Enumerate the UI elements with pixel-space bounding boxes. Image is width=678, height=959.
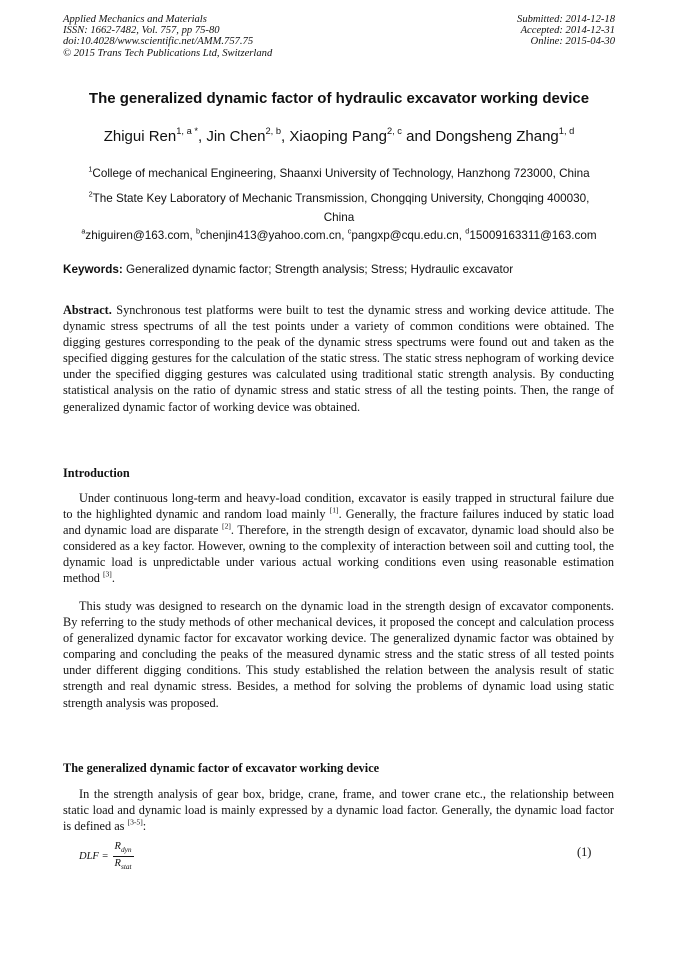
author-separator: and <box>401 128 436 145</box>
email-link[interactable]: 15009163311@163.com <box>469 229 597 242</box>
abstract <box>63 302 614 415</box>
author-affil-mark: 2, c <box>386 126 402 137</box>
issn-line: ISSN: 1662-7482, Vol. 757, pp 75-80 <box>63 25 220 37</box>
affiliation-mark: 2 <box>88 189 93 199</box>
equation-number: (1) <box>577 845 592 859</box>
fraction-denominator: $R_{stat}$ <box>114 858 132 872</box>
citation: [1] <box>329 505 339 515</box>
accepted-date: Accepted: 2014-12-31 <box>520 25 615 37</box>
journal-name: Applied Mechanics and Materials <box>63 14 207 25</box>
paragraph-text: In the strength analysis of gear box, bridge, crane, frame, and tower crane etc., the relationship between static load and dynamic load is mainly expressed by a dynamic load factor. Generally, the dynamic load factor is defined as <box>63 787 614 834</box>
intro-paragraph-2: This study was designed to research on the dynamic load in the strength design of excavator components. By referring to the study methods of other mechanical devices, it proposed the concept and calculation process of generalized dynamic factor for excavator working device. The generalized dynamic factor was obtained by comparing and concluding the peaks of the measured dynamic stress and the static stress of all tested points under different digging conditions. This study established the relation between the analysis result of static strength and real dynamic stress. Besides, a method for solving the problems of dynamic load using static strength analysis was proposed. <box>63 599 614 710</box>
equation-fraction <box>113 840 134 873</box>
email-link[interactable]: pangxp@cqu.edu.cn, <box>351 229 466 242</box>
paragraph-text: . Generally, the fracture failures induced by static load and dynamic load are disparate <box>63 507 615 538</box>
citation: [2] <box>222 521 231 531</box>
paper-title: The generalized dynamic factor of hydraulic excavator working device <box>88 90 590 107</box>
introduction-heading: Introduction <box>63 466 130 480</box>
keywords <box>63 263 615 276</box>
email-mark: d <box>465 226 470 236</box>
affiliation-text-cont: China <box>323 211 355 224</box>
fraction-numerator: $R_{dyn}$ <box>113 840 134 857</box>
paragraph-text: . Therefore, in the strength design of excavator, dynamic load should also be considered as a key factor. However, owning to the complexity of interaction between soil and cutting tool, the dynamic load is unpredictable under various actual working conditions even using reasonable estimation method <box>63 523 614 586</box>
author-affil-mark: 1, a * <box>176 126 198 137</box>
online-date: Online: 2015-04-30 <box>530 36 615 48</box>
paragraph-text: Under continuous long-term and heavy-load condition, excavator is easily trapped in structural failure due to the highlighted dynamic and random load mainly <box>63 491 614 522</box>
author-affil-mark: 2, b <box>265 126 282 137</box>
paragraph-text: : <box>142 819 147 834</box>
author-affil-mark: 1, d <box>558 126 575 137</box>
section-paragraph-1 <box>63 786 614 834</box>
abstract-label: Abstract. <box>63 303 112 317</box>
affiliation-text: College of mechanical Engineering, Shaanxi University of Technology, Hanzhong 723000, China <box>92 167 590 180</box>
author-name: Xiaoping Pang <box>289 128 387 145</box>
journal-header <box>63 14 272 59</box>
author-name: Jin Chen <box>206 128 266 145</box>
copyright-line: © 2015 Trans Tech Publications Ltd, Switzerland <box>63 47 273 59</box>
equation-1 <box>79 840 134 873</box>
paragraph-text: . <box>111 571 115 586</box>
doi-line: doi:10.4028/www.scientific.net/AMM.757.75 <box>63 36 254 48</box>
email-mark: c <box>347 226 352 236</box>
affiliation-text: The State Key Laboratory of Mechanic Transmission, Chongqing University, Chongqing 400030, <box>92 192 590 205</box>
affiliation-mark: 1 <box>88 164 93 174</box>
author-name: Zhigui Ren <box>103 128 177 145</box>
author-separator: , <box>197 128 207 145</box>
author-list <box>0 128 678 145</box>
email-mark: b <box>196 226 201 236</box>
author-name: Dongsheng Zhang <box>435 128 559 145</box>
email-link[interactable]: chenjin413@yahoo.com.cn, <box>200 229 348 242</box>
keywords-label: Keywords: <box>63 263 123 276</box>
affiliation-2 <box>63 189 615 227</box>
email-mark: a <box>81 226 86 236</box>
citation: [3-5] <box>127 817 143 827</box>
citation: [3] <box>102 569 112 579</box>
abstract-text: Synchronous test platforms were built to test the dynamic stress and working device attitude. The dynamic stress spectrums of all the test points under a variety of common conditions were obtained. The digging gestures corresponding to the peak of the dynamic stress spectrums were found out and taken as the specified digging gestures for the calculation of the static stress. The static stress nephogram of working device under the specified digging gestures was calculated using traditional static strength analysis. By conducting statistical analysis on the ratio of dynamic stress and static stress of all the testing points. Then, the range of generalized dynamic factor of working device was obtained. <box>63 303 614 414</box>
equation-lhs: DLF = <box>79 851 109 863</box>
submitted-date: Submitted: 2014-12-18 <box>517 14 615 25</box>
keywords-text: Generalized dynamic factor; Strength analysis; Stress; Hydraulic excavator <box>122 263 514 276</box>
dates-header <box>517 14 615 48</box>
email-link[interactable]: zhiguiren@163.com, <box>85 229 197 242</box>
section-heading: The generalized dynamic factor of excavator working device <box>63 761 380 775</box>
intro-paragraph-1 <box>63 490 614 587</box>
email-list <box>63 226 615 245</box>
affiliation-1 <box>63 164 615 183</box>
author-separator: , <box>281 128 290 145</box>
